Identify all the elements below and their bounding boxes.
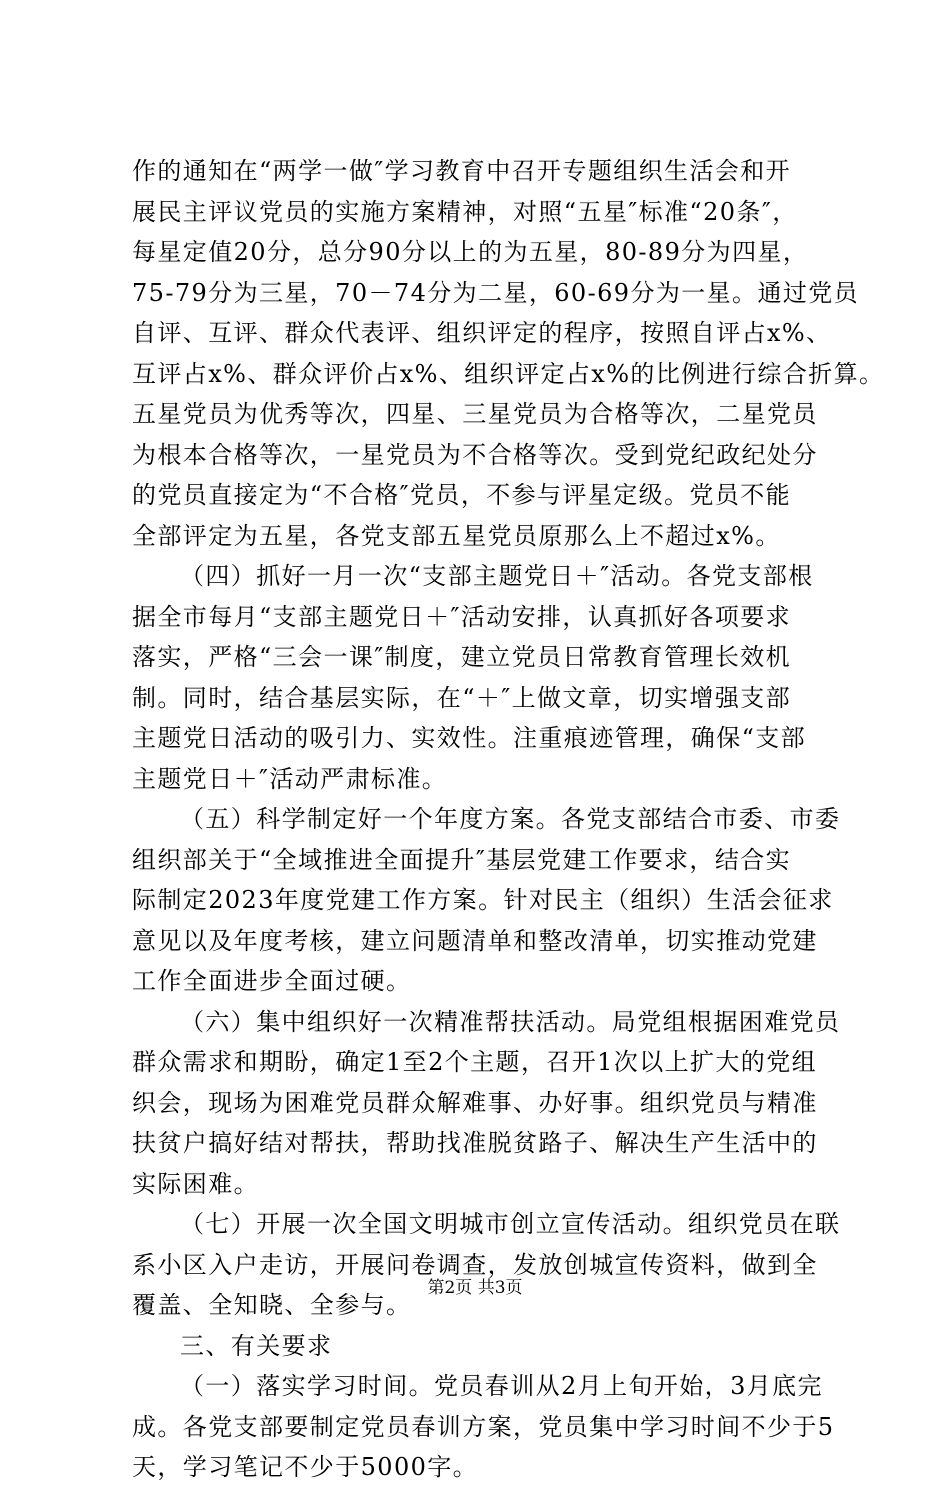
text-line: 主题党日活动的吸引力、实效性。注重痕迹管理，确保“支部 — [132, 724, 807, 752]
text-line: 群众需求和期盼，确定1至2个主题，召开1次以上扩大的党组 — [132, 1048, 818, 1076]
section-heading: 三、有关要求 — [180, 1331, 333, 1360]
text-line: 扶贫户搞好结对帮扶，帮助找准脱贫路子、解决生产生活中的 — [132, 1129, 818, 1157]
text-line: 据全市每月“支部主题党日＋″活动安排，认真抓好各项要求 — [132, 602, 792, 631]
text-line: 系小区入户走访，开展问卷调查，发放创城宣传资料，做到全 — [132, 1250, 818, 1279]
text-line: 作的通知在“两学一做″学习教育中召开专题组织生活会和开 — [132, 157, 792, 185]
text-line: 展民主评议党员的实施方案精神，对照“五星″标准“20条″， — [132, 197, 798, 226]
text-line: 工作全面进步全面过硬。 — [132, 967, 412, 995]
text-line: 自评、互评、群众代表评、组织评定的程序，按照自评占x%、 — [132, 319, 832, 347]
paragraph-start-line: （一）落实学习时间。党员春训从2月上旬开始，3月底完 — [180, 1372, 823, 1400]
text-line: 际制定2023年度党建工作方案。针对民主（组织）生活会征求 — [132, 886, 834, 914]
text-line: 成。各党支部要制定党员春训方案，党员集中学习时间不少于5 — [132, 1412, 835, 1441]
text-line: 实际困难。 — [132, 1169, 259, 1198]
paragraph-start-line: （五）科学制定好一个年度方案。各党支部结合市委、市委 — [180, 805, 841, 833]
text-line: 五星党员为优秀等次，四星、三星党员为合格等次，二星党员 — [132, 400, 818, 428]
text-line: 互评占x%、群众评价占x%、组织评定占x%的比例进行综合折算。 — [132, 359, 885, 388]
paragraph-start-line: （六）集中组织好一次精准帮扶活动。局党组根据困难党员 — [180, 1007, 841, 1036]
paragraph-start-line: （四）抓好一月一次“支部主题党日＋″活动。各党支部根 — [180, 562, 814, 590]
text-line: 天，学习笔记不少于5000字。 — [132, 1453, 479, 1481]
text-line: 落实，严格“三会一课″制度，建立党员日常教育管理长效机 — [132, 643, 792, 671]
text-line: 为根本合格等次，一星党员为不合格等次。受到党纪政纪处分 — [132, 440, 818, 469]
text-line: 全部评定为五星，各党支部五星党员原那么上不超过x%。 — [132, 521, 781, 550]
text-line: 的党员直接定为“不合格″党员，不参与评星定级。党员不能 — [132, 481, 792, 509]
text-line: 制。同时，结合基层实际，在“＋″上做文章，切实增强支部 — [132, 683, 792, 712]
text-line: 织会，现场为困难党员群众解难事、办好事。组织党员与精准 — [132, 1088, 818, 1117]
text-line: 主题党日＋″活动严肃标准。 — [132, 764, 448, 793]
page-number-footer: 第2页 共3页 — [427, 1278, 523, 1298]
text-line: 组织部关于“全域推进全面提升″基层党建工作要求，结合实 — [132, 845, 792, 874]
text-line: 意见以及年度考核，建立问题清单和整改清单，切实推动党建 — [132, 926, 818, 955]
text-line: 每星定值20分，总分90分以上的为五星，80-89分为四星， — [132, 238, 809, 266]
text-line: 75-79分为三星，70－74分为二星，60-69分为一星。通过党员 — [132, 278, 860, 307]
text-line: 覆盖、全知晓、全参与。 — [132, 1291, 412, 1319]
paragraph-start-line: （七）开展一次全国文明城市创立宣传活动。组织党员在联 — [180, 1210, 841, 1238]
